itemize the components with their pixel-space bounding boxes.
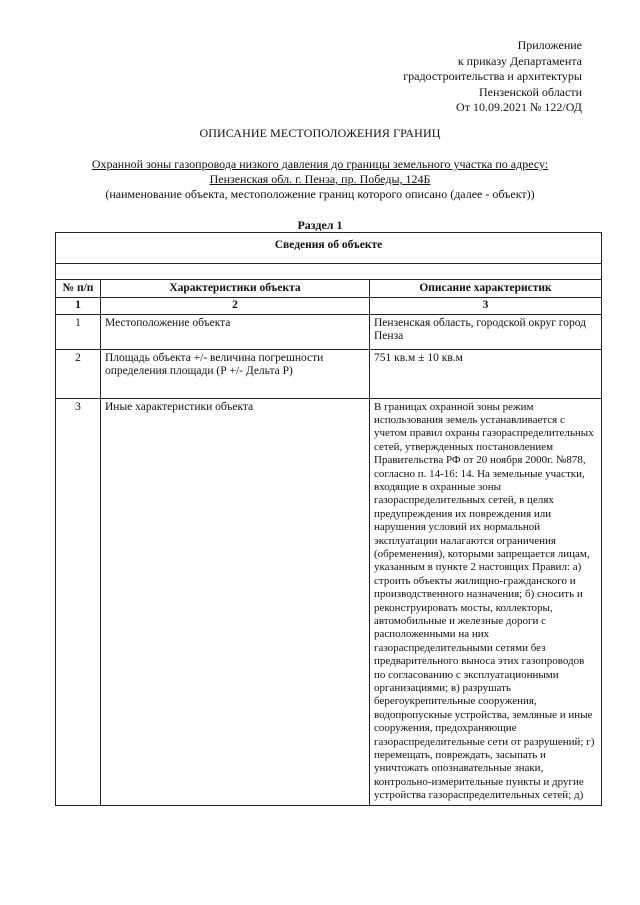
table-heading: Сведения об объекте: [56, 233, 602, 264]
table-row: [56, 314, 602, 349]
col-header-description: Описание характеристик: [370, 279, 602, 298]
row-num: 2: [56, 349, 101, 398]
row-characteristic: Иные характеристики объекта: [101, 398, 370, 805]
header-line: Пензенской области: [479, 84, 582, 99]
col-number-2: 2: [101, 298, 370, 315]
row-description: В границах охранной зоны режим использования земель устанавливается с учетом правил охраны газораспределительных сетей, утвержденных постановлением Правительства РФ от 20 ноября 2000г. №878, согласно п. 14-16: 14. На земельные участки, входящие в охранные зоны газораспределительных сетей, в целях предупреждения их повреждения или нарушения условий их нормальной эксплуатации налагаются ограничения (обременения), которыми запрещается лицам, указанным в пункте 2 настоящих Правил: а) строить объекты жилищно-гражданского и производственного назначения; б) сносить и реконструировать мосты, коллекторы, автомобильные и железные дороги с расположенными на них газораспределительными сетями без предварительного выноса этих газопроводов по согласованию с эксплуатационными организациями; в) разрушать берегоукрепительные сооружения, водопропускные устройства, земляные и иные сооружения, предохраняющие газораспределительные сети от разрушений; г) перемещать, повреждать, засыпать и уничтожать опознавательные знаки, контрольно-измерительные пункты и другие устройства газораспределительных сетей; д): [370, 398, 602, 805]
object-name-line: Охранной зоны газопровода низкого давления до границы земельного участка по адресу:: [91, 157, 549, 171]
row-description: Пензенская область, городской округ город Пенза: [370, 314, 602, 349]
section-label: Раздел 1: [297, 218, 343, 232]
object-caption: (наименование объекта, местоположение границ которого описано (далее - объект)): [105, 187, 535, 201]
header-line: к приказу Департамента: [457, 53, 582, 68]
row-characteristic: Площадь объекта +/- величина погрешности определения площади (Р +/- Дельта Р): [101, 349, 370, 398]
document-title: ОПИСАНИЕ МЕСТОПОЛОЖЕНИЯ ГРАНИЦ: [199, 126, 441, 140]
spacer-row: [56, 263, 602, 279]
col-number-1: 1: [56, 298, 101, 315]
col-header-num: № п/п: [56, 279, 101, 298]
row-characteristic: Местоположение объекта: [101, 314, 370, 349]
header-line: градостроительства и архитектуры: [403, 69, 582, 83]
object-info-table: [55, 232, 602, 806]
row-num: 3: [56, 398, 101, 805]
row-num: 1: [56, 314, 101, 349]
table-row: [56, 398, 602, 805]
col-number-3: 3: [370, 298, 602, 315]
col-header-characteristic: Характеристики объекта: [101, 279, 370, 298]
header-line: Приложение: [517, 38, 582, 52]
object-address-line: Пензенская обл. г. Пенза, пр. Победы, 124Б: [209, 172, 431, 186]
row-description: 751 кв.м ± 10 кв.м: [370, 349, 602, 398]
table-row: [56, 349, 602, 398]
header-line: От 10.09.2021 № 122/ОД: [456, 100, 582, 114]
approval-header: [322, 38, 582, 116]
